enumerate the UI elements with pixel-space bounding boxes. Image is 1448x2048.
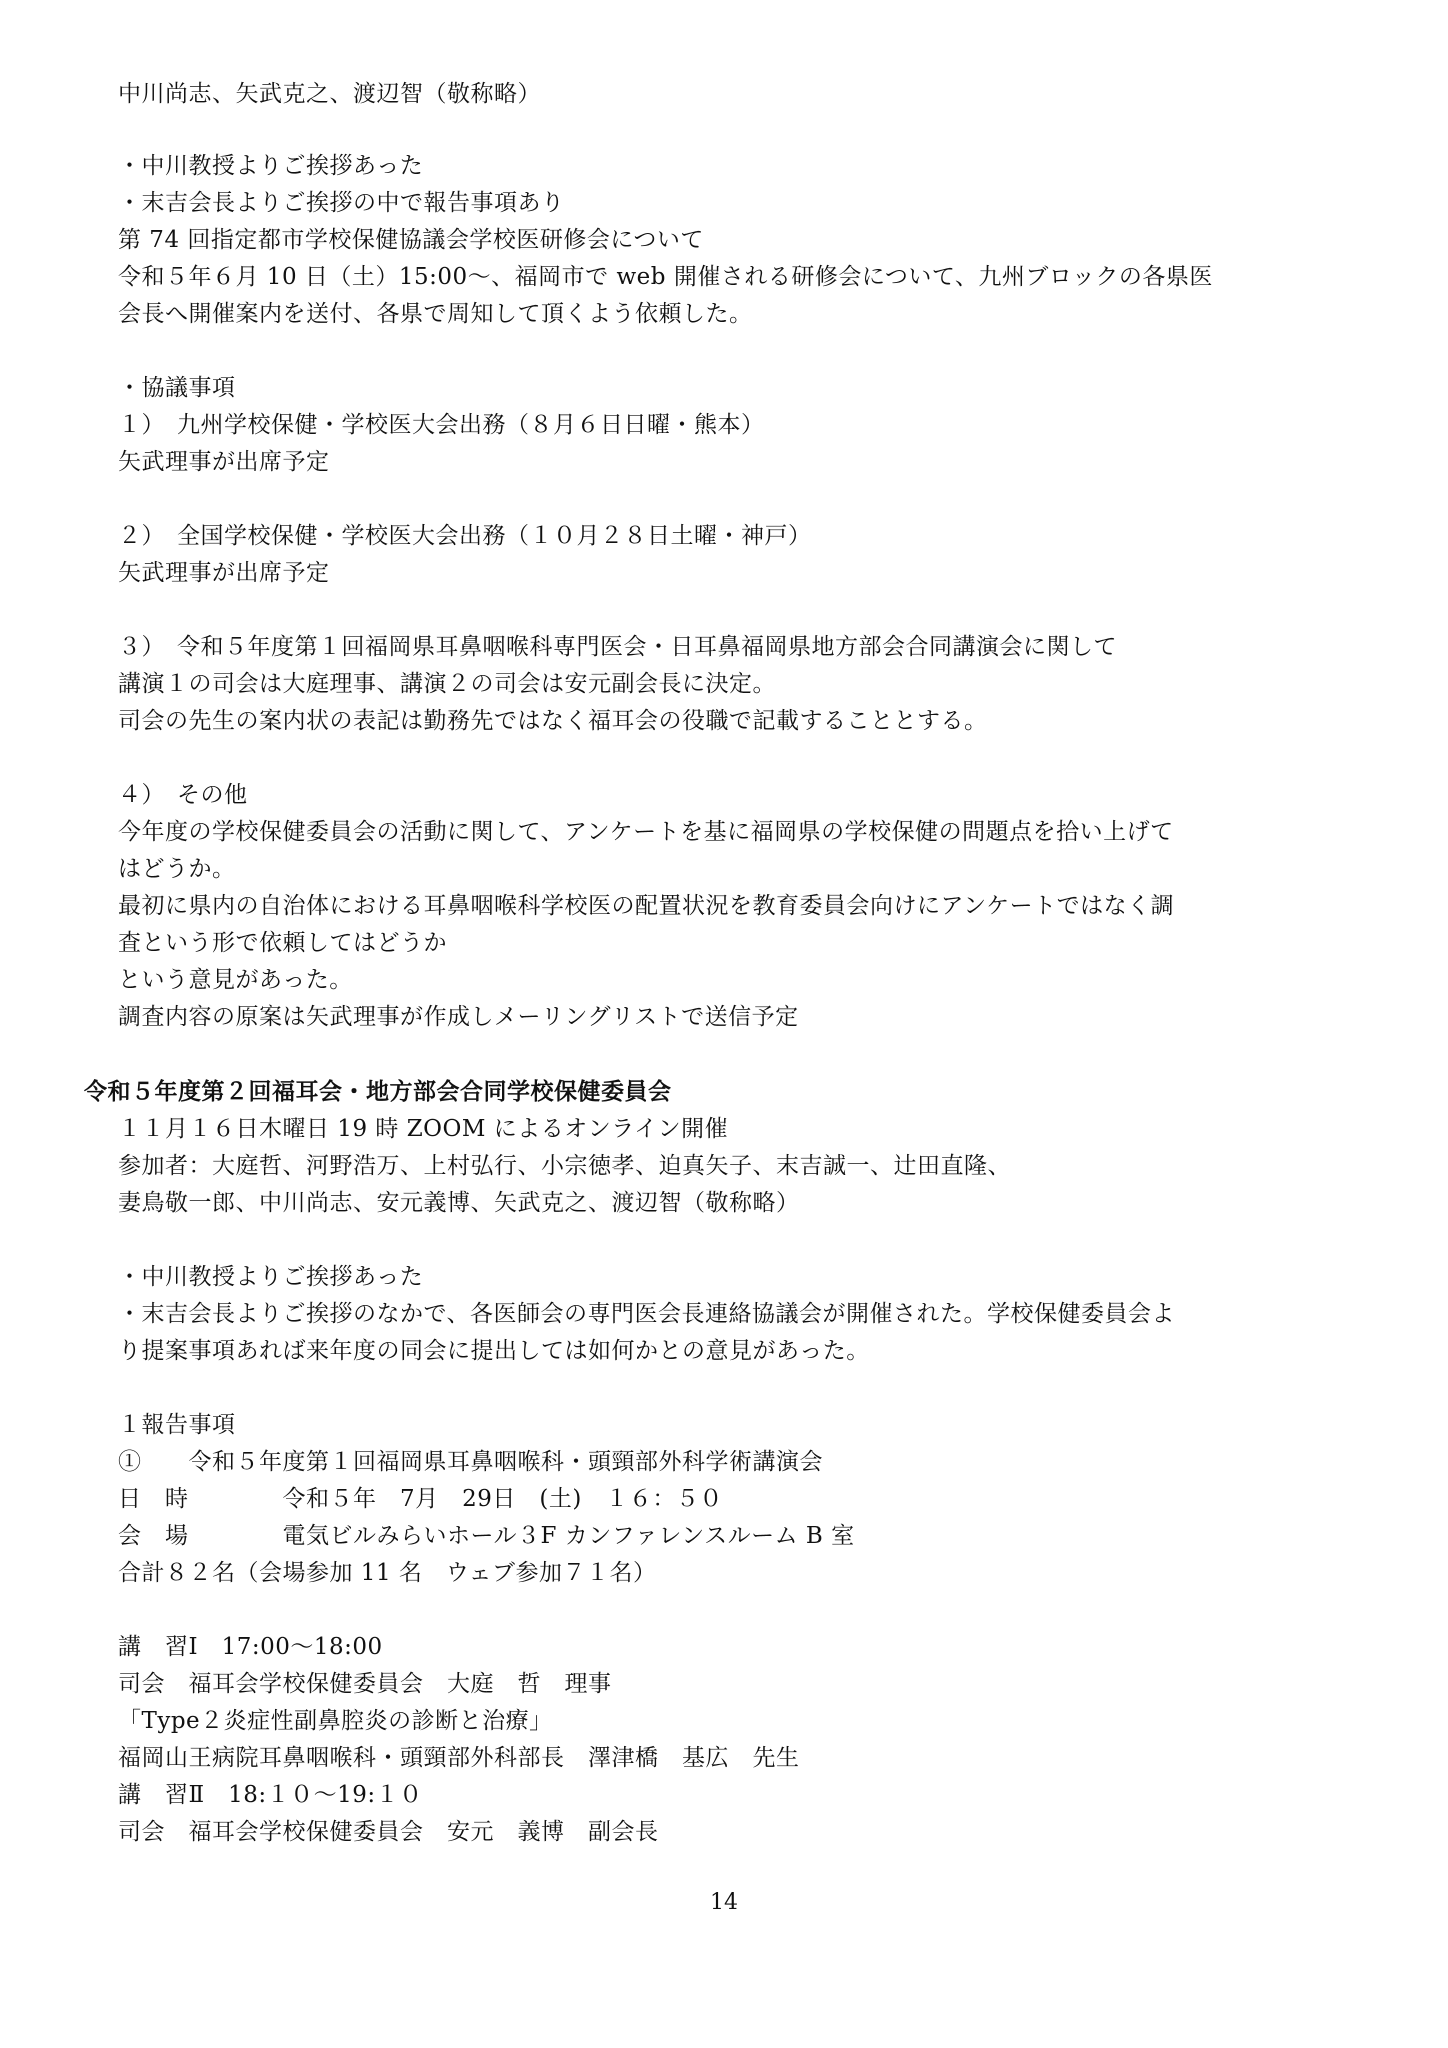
lecture-2-chair: 司会 福耳会学校保健委員会 安元 義博 副会長 [118,1819,659,1845]
report-1-date: 日 時 令和５年 7月 29日 (土) １６：５０ [118,1486,723,1512]
lecture-2-time: 講 習Ⅱ 18:１０～19:１０ [118,1782,423,1808]
report-1-total: 合計８２名（会場参加 11 名 ウェブ参加７１名） [118,1560,657,1586]
section-heading: 令和５年度第２回福耳会・地方部会合同学校保健委員会 [84,1079,672,1105]
attendees-line: 妻鳥敬一郎、中川尚志、安元義博、矢武克之、渡辺智（敬称略） [118,1190,800,1216]
attendees-line: 参加者：大庭哲、河野浩万、上村弘行、小宗徳孝、迫真矢子、末吉誠一、辻田直隆、 [118,1153,1011,1179]
greeting-nakagawa: ・中川教授よりご挨拶あった [118,153,424,179]
report-body-line: 令和５年６月 10 日（土）15:00～、福岡市で web 開催される研修会について、九州ブロックの各県医 [118,264,1213,290]
report-title: 第 74 回指定都市学校保健協議会学校医研修会について [118,227,704,253]
discussion-item-4-body: はどうか。 [118,856,236,882]
discussion-item-4-title: ４） その他 [118,782,248,808]
discussion-item-3-body: 講演１の司会は大庭理事、講演２の司会は安元副会長に決定。 [118,671,776,697]
greeting-sueyoshi: ・末吉会長よりご挨拶のなかで、各医師会の専門医会長連絡協議会が開催された。学校保健委員会よ [118,1301,1176,1327]
meeting-datetime: １１月１６日木曜日 19 時 ZOOM によるオンライン開催 [118,1116,729,1142]
discussion-item-4-body: という意見があった。 [118,967,353,993]
lecture-1-speaker: 福岡山王病院耳鼻咽喉科・頭頸部外科部長 澤津橋 基広 先生 [118,1745,800,1771]
report-1-title: ① 令和５年度第１回福岡県耳鼻咽喉科・頭頸部外科学術講演会 [118,1449,823,1475]
lecture-1-time: 講 習Ⅰ 17:00～18:00 [118,1634,383,1660]
lecture-1-chair: 司会 福耳会学校保健委員会 大庭 哲 理事 [118,1671,612,1697]
discussion-item-4-body: 査という形で依頼してはどうか [118,930,447,956]
discussion-item-1-title: １） 九州学校保健・学校医大会出務（８月６日日曜・熊本） [118,412,765,438]
discussion-header: ・協議事項 [118,375,236,401]
report-body-line: 会長へ開催案内を送付、各県で周知して頂くよう依頼した。 [118,301,753,327]
discussion-item-2-body: 矢武理事が出席予定 [118,560,330,586]
greeting-sueyoshi: ・末吉会長よりご挨拶の中で報告事項あり [118,190,565,216]
discussion-item-4-body: 最初に県内の自治体における耳鼻咽喉科学校医の配置状況を教育委員会向けにアンケートではなく調 [118,893,1175,919]
discussion-item-4-body: 調査内容の原案は矢武理事が作成しメーリングリストで送信予定 [118,1004,799,1030]
discussion-item-4-body: 今年度の学校保健委員会の活動に関して、アンケートを基に福岡県の学校保健の問題点を拾い上げて [118,819,1174,845]
lecture-1-title: 「Type２炎症性副鼻腔炎の診断と治療」 [118,1708,553,1734]
discussion-item-1-body: 矢武理事が出席予定 [118,449,330,475]
discussion-item-3-title: ３） 令和５年度第１回福岡県耳鼻咽喉科専門医会・日耳鼻福岡県地方部会合同講演会に関して [118,634,1117,660]
report-1-venue: 会 場 電気ビルみらいホール３F カンファレンスルーム B 室 [118,1523,855,1549]
report-header: １報告事項 [118,1412,236,1438]
attendees-tail: 中川尚志、矢武克之、渡辺智（敬称略） [118,81,541,107]
discussion-item-3-body: 司会の先生の案内状の表記は勤務先ではなく福耳会の役職で記載することとする。 [118,708,988,734]
discussion-item-2-title: ２） 全国学校保健・学校医大会出務（１０月２８日土曜・神戸） [118,523,812,549]
greeting-nakagawa: ・中川教授よりご挨拶あった [118,1264,424,1290]
page-number: 14 [710,1890,738,1915]
greeting-sueyoshi: り提案事項あれば来年度の同会に提出しては如何かとの意見があった。 [118,1338,870,1364]
